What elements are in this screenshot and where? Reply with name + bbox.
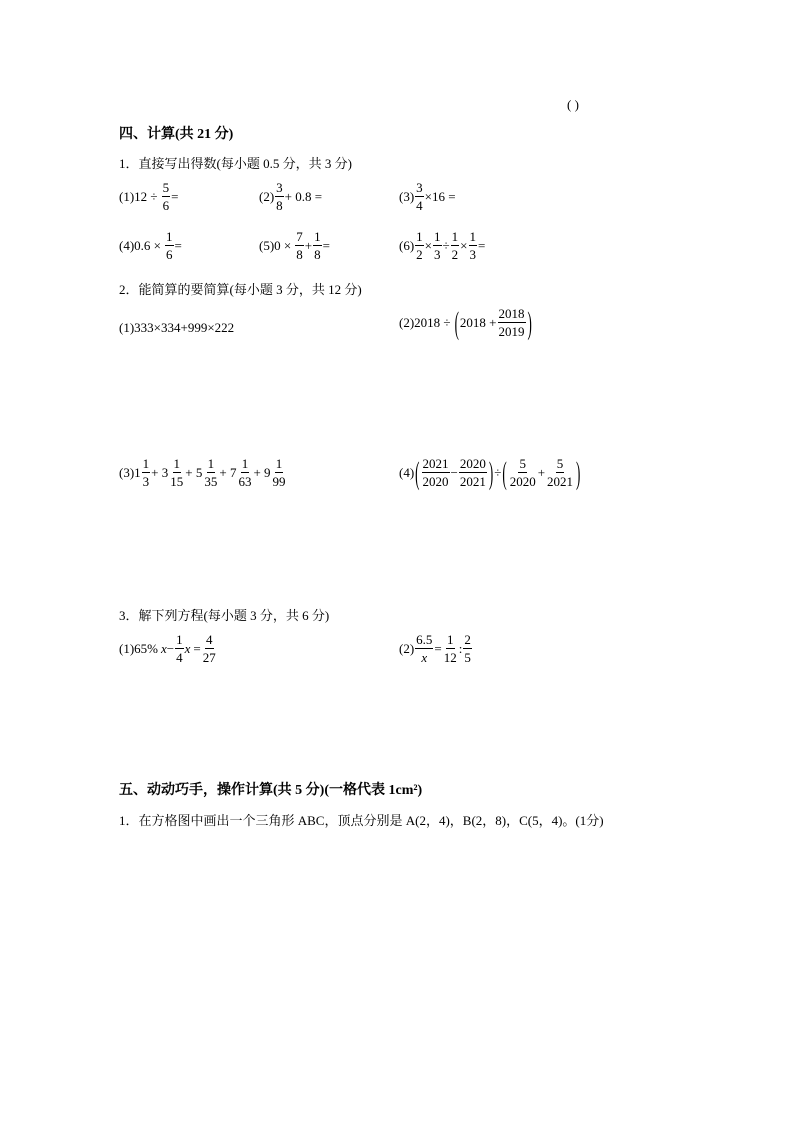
section-4-title: 四、计算(共 21 分) [119, 127, 234, 142]
q2-item-4: (4) ( $\frac{2021}{2020}$ − $\frac{2020}{2021}$ ) ÷ ( $\frac{5}{2020}$ + $\frac{5}{2021}$ ) [399, 454, 581, 491]
section-5-title: 五、动动巧手，操作计算(共 5 分)(一格代表 1cm²) [119, 783, 423, 798]
q1-item-1: (1) 12 ÷ $\frac{5}{6}$ = [119, 180, 179, 213]
q1-item-4: (4) 0.6 × $\frac{1}{6}$ = [119, 229, 182, 262]
question-5-1: 1．在方格图中画出一个三角形 ABC，顶点分别是 A(2，4)，B(2，8)，C(5，4)。(1分) [119, 813, 604, 828]
q1-item-6: (6) $\frac{1}{2}$ × $\frac{1}{3}$ ÷ $\frac{1}{2}$ × $\frac{1}{3}$ = [399, 229, 486, 262]
q1-item-3: (3) $\frac{3}{4}$ ×16 = [399, 180, 456, 213]
q1-item-2: (2) $\frac{3}{8}$ + 0.8 = [259, 180, 323, 213]
question-4-1-title: 1．直接写出得数(每小题 0.5 分，共 3 分) [119, 156, 352, 171]
q3-item-1: (1) 65% x − $\frac{1}{4}$ x = $\frac{4}{27}$ [119, 632, 216, 665]
q2-item-3: (3) 1 $\frac{1}{3}$ + 3 $\frac{1}{15}$ + 5 $\frac{1}{35}$ + 7 $\frac{1}{63}$ + 9 $\frac{1}{99}$ [119, 456, 286, 489]
q3-item-2: (2) $\frac{6.5}{x}$ = $\frac{1}{12}$ : $\frac{2}{5}$ [399, 632, 471, 665]
q2-item-1: (1)333×334+999×222 [119, 320, 235, 335]
question-4-3-title: 3．解下列方程(每小题 3 分，共 6 分) [119, 608, 330, 623]
q1-item-5: (5) 0 × $\frac{7}{8}$ + $\frac{1}{8}$ = [259, 229, 330, 262]
q2-item-2: (2) 2018 ÷ ( 2018 + $\frac{2018}{2019}$ ) [399, 304, 532, 341]
question-4-2-title: 2．能简算的要简算(每小题 3 分，共 12 分) [119, 282, 362, 297]
answer-blank: ( ) [567, 97, 579, 112]
